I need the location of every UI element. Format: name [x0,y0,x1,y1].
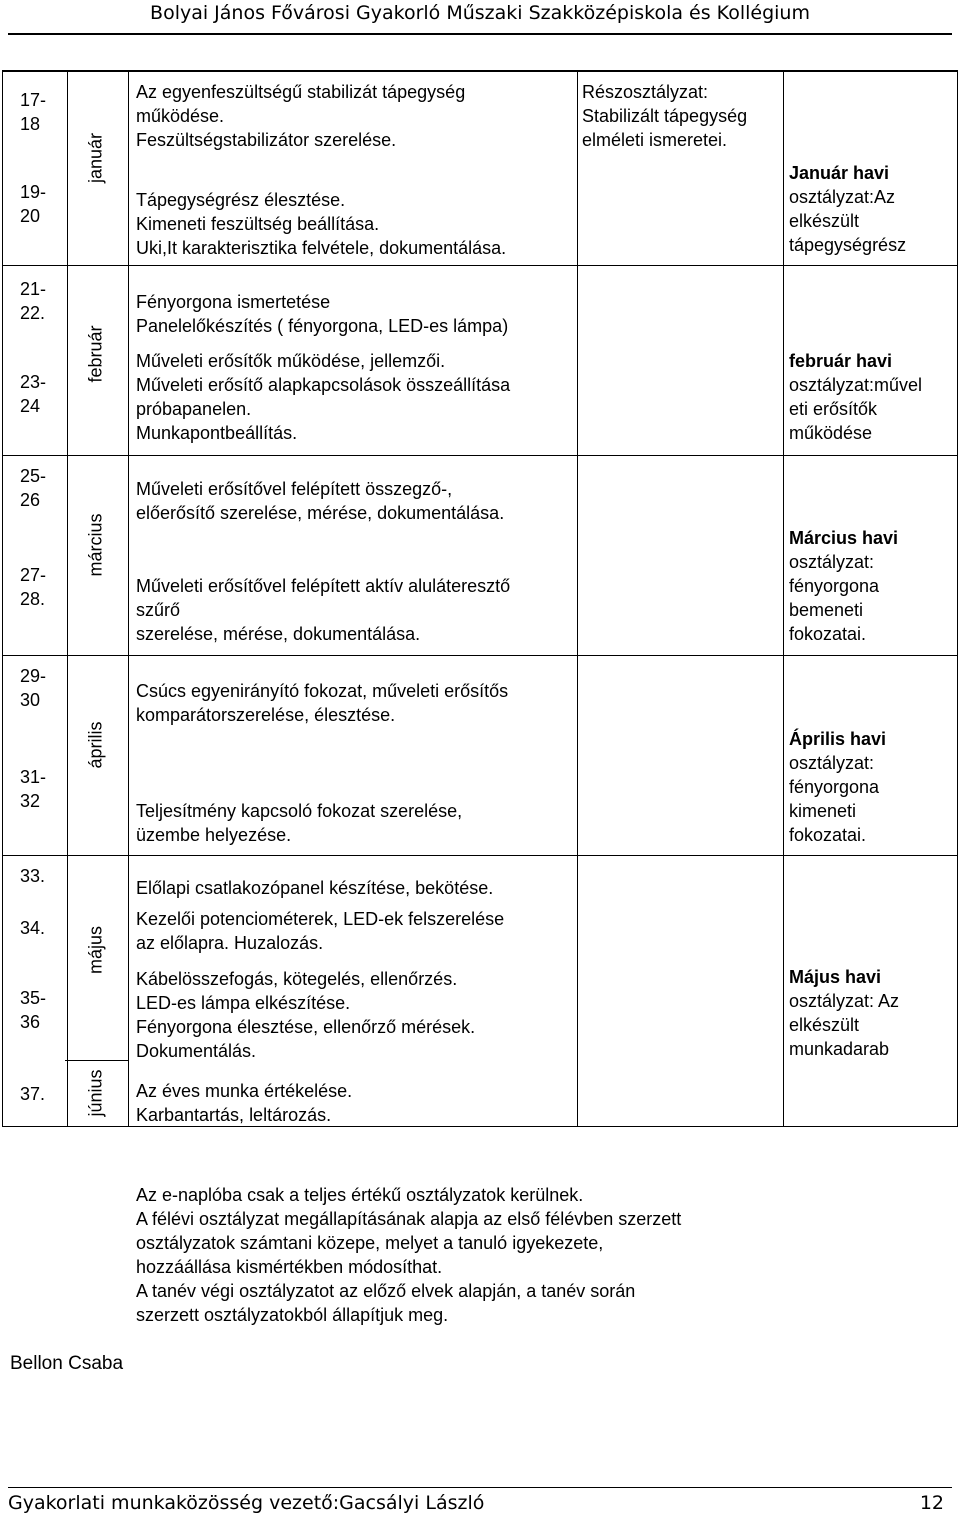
grade-text: osztályzat: fényorgona kimeneti fokozatai. [789,753,880,845]
content-cell: Műveleti erősítővel felépített aktív aluláteresztő szűrő szerelése, mérése, dokumentálása. [136,576,511,644]
footer-rule [8,1487,952,1488]
week-cell: 34. [20,918,46,938]
week-cell: 35- 36 [20,988,47,1032]
month-label-februar: február [85,325,106,383]
grade-text: osztályzat:Az elkészült tápegységrész [789,187,907,255]
week-cell: 29- 30 [20,666,47,710]
content-cell: Műveleti erősítővel felépített összegző-, előerősítő szerelése, mérése, dokumentálása. [136,479,505,523]
grade-title: Április havi [789,729,887,749]
grade-title: Január havi [789,163,890,183]
grade-title: Május havi [789,967,882,987]
column-divider-week [67,70,68,1126]
grade-text: osztályzat: Az elkészült munkadarab [789,991,900,1059]
grading-footnote: Az e-naplóba csak a teljes értékű osztályzatok kerülnek. A félévi osztályzat megállapításának alapja az első félévben szerzett osztályzatok számtani közepe, melyet a tanuló igyekezete, hozzáállása kismértékben módosíthat. A tanév végi osztályzatot az előző elvek alapján, a tanév során szerzett osztályzatokból állapítjuk meg. [136,1185,682,1325]
content-cell: Az éves munka értékelése. Karbantartás, leltározás. [136,1081,353,1125]
content-cell: Kezelői potenciométerek, LED-ek felszerelése az előlapra. Huzalozás. [136,909,505,953]
content-cell: Teljesítmény kapcsoló fokozat szerelése, üzembe helyezése. [136,801,463,845]
content-cell: Műveleti erősítők működése, jellemzői. Műveleti erősítő alapkapcsolások összeállítása próbapanelen. Munkapontbeállítás. [136,351,511,443]
page-header-title: Bolyai János Fővárosi Gyakorló Műszaki Szakközépiskola és Kollégium [150,2,810,24]
week-cell: 21- 22. [20,279,47,323]
note-cell: Részosztályzat: Stabilizált tápegység elméleti ismeretei. [582,82,748,150]
content-cell: Előlapi csatlakozópanel készítése, bekötése. [136,878,494,898]
grade-cell-januar [789,161,906,257]
row-divider-marcius [3,655,957,656]
page-number: 12 [919,1492,944,1514]
row-divider-majus [65,1060,129,1061]
content-cell: Kábelösszefogás, kötegelés, ellenőrzés. LED-es lámpa elkészítése. Fényorgona élesztése, ellenőrző mérések. Dokumentálás. [136,969,476,1061]
row-divider-januar [3,265,957,266]
month-label-marcius: március [85,513,106,577]
row-divider-aprilis [3,855,957,856]
week-cell: 27- 28. [20,565,47,609]
week-cell: 31- 32 [20,767,47,811]
week-cell: 33. [20,866,46,886]
column-divider-note [783,70,784,1126]
author-name: Bellon Csaba [10,1353,124,1374]
grade-text: osztályzat:művel eti erősítők működése [789,375,923,443]
column-divider-content [577,70,578,1126]
month-label-januar: január [85,132,106,184]
grade-title: február havi [789,351,893,371]
grade-cell-majus [789,965,899,1061]
header-rule [8,33,952,35]
content-cell: Az egyenfeszültségű stabilizát tápegység működése. Feszültségstabilizátor szerelése. [136,82,466,150]
month-label-junius: június [85,1069,106,1117]
week-cell: 37. [20,1084,46,1104]
footer-text: Gyakorlati munkaközösség vezető:Gacsályi László [8,1492,485,1514]
content-cell: Fényorgona ismertetése Panelelőkészítés ( fényorgona, LED-es lámpa) [136,292,509,336]
grade-title: Március havi [789,528,899,548]
month-label-majus: május [85,925,106,975]
grade-cell-februar [789,349,922,445]
page-header [0,0,960,36]
week-cell: 25- 26 [20,466,47,510]
content-cell: Csúcs egyenirányító fokozat, műveleti erősítős komparátorszerelése, élesztése. [136,681,509,725]
week-cell: 17- 18 [20,90,47,134]
content-cell: Tápegységrész élesztése. Kimeneti feszültség beállítása. Uki,It karakterisztika felvétele, dokumentálása. [136,190,507,258]
grade-cell-marcius [789,526,898,646]
week-cell: 19- 20 [20,182,47,226]
column-divider-month [128,70,129,1126]
week-cell: 23- 24 [20,372,47,416]
row-divider-februar [3,455,957,456]
month-label-aprilis: április [85,721,106,769]
grade-text: osztályzat: fényorgona bemeneti fokozatai. [789,552,880,644]
grade-cell-aprilis [789,727,886,847]
